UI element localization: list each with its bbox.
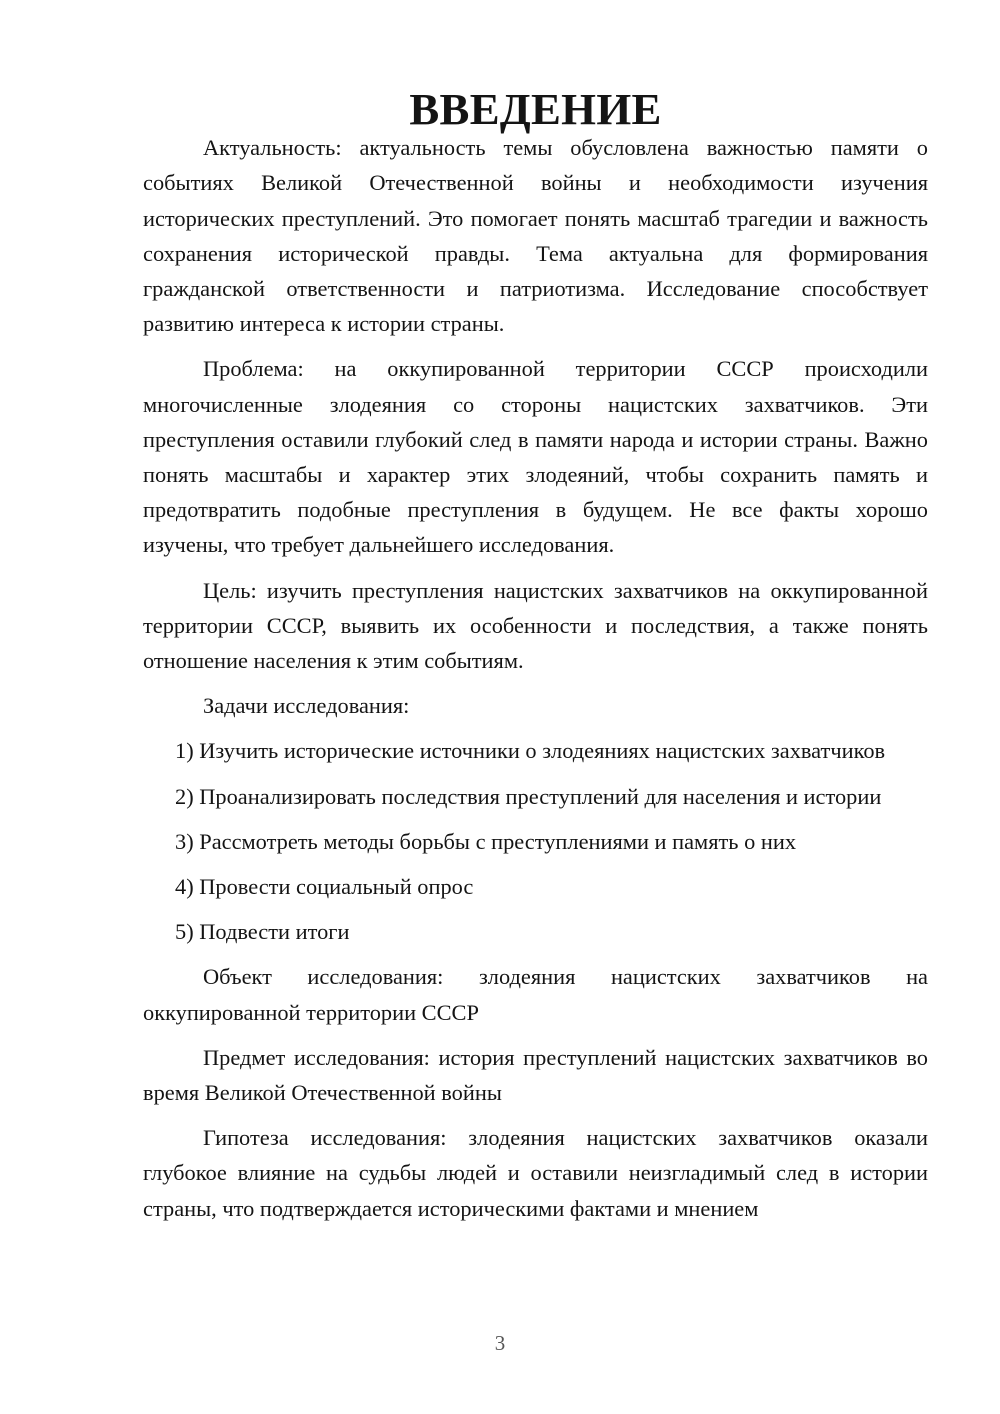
task-item: 5) Подвести итоги — [175, 919, 350, 945]
tasks-title: Задачи исследования: — [203, 693, 410, 719]
task-item: 2) Проанализировать последствия преступлений для населения и истории — [175, 783, 882, 809]
hypothesis-paragraph: Гипотеза исследования: злодеяния нацистских захватчиков оказали глубокое влияние на судьбы людей и оставили неизгладимый след в истории страны, что подтверждается историческими фактами и мнением — [143, 1125, 928, 1221]
subject-paragraph: Предмет исследования: история преступлений нацистских захватчиков во время Великой Отечественной войны — [143, 1044, 928, 1106]
section-heading: ВВЕДЕНИЕ — [409, 84, 662, 134]
relevance-paragraph: Актуальность: актуальность темы обусловлена важностью памяти о событиях Великой Отечественной войны и необходимости изучения исторических преступлений. Это помогает понять масштаб трагедии и важность сохранения исторической правды. Тема актуальна для формирования гражданской ответственности и патриотизма. Исследование способствует развитию интереса к истории страны. — [143, 135, 928, 337]
problem-paragraph: Проблема: на оккупированной территории СССР происходили многочисленные злодеяния со стороны нацистских захватчиков. Эти преступления оставили глубокий след в памяти народа и истории страны. Важно понять масштабы и характер этих злодеяний, чтобы сохранить память и предотвратить подобные преступления в будущем. Не все факты хорошо изучены, что требует дальнейшего исследования. — [143, 356, 928, 558]
document-page — [143, 84, 928, 1226]
task-item: 4) Провести социальный опрос — [175, 874, 474, 900]
page-number: 3 — [494, 1331, 506, 1355]
task-item: 1) Изучить исторические источники о злодеяниях нацистских захватчиков — [175, 738, 886, 764]
task-item: 3) Рассмотреть методы борьбы с преступлениями и память о них — [175, 828, 797, 854]
goal-paragraph: Цель: изучить преступления нацистских захватчиков на оккупированной территории СССР, выявить их особенности и последствия, а также понять отношение населения к этим событиям. — [143, 577, 928, 674]
object-paragraph: Объект исследования: злодеяния нацистских захватчиков на оккупированной территории СССР — [143, 964, 928, 1025]
